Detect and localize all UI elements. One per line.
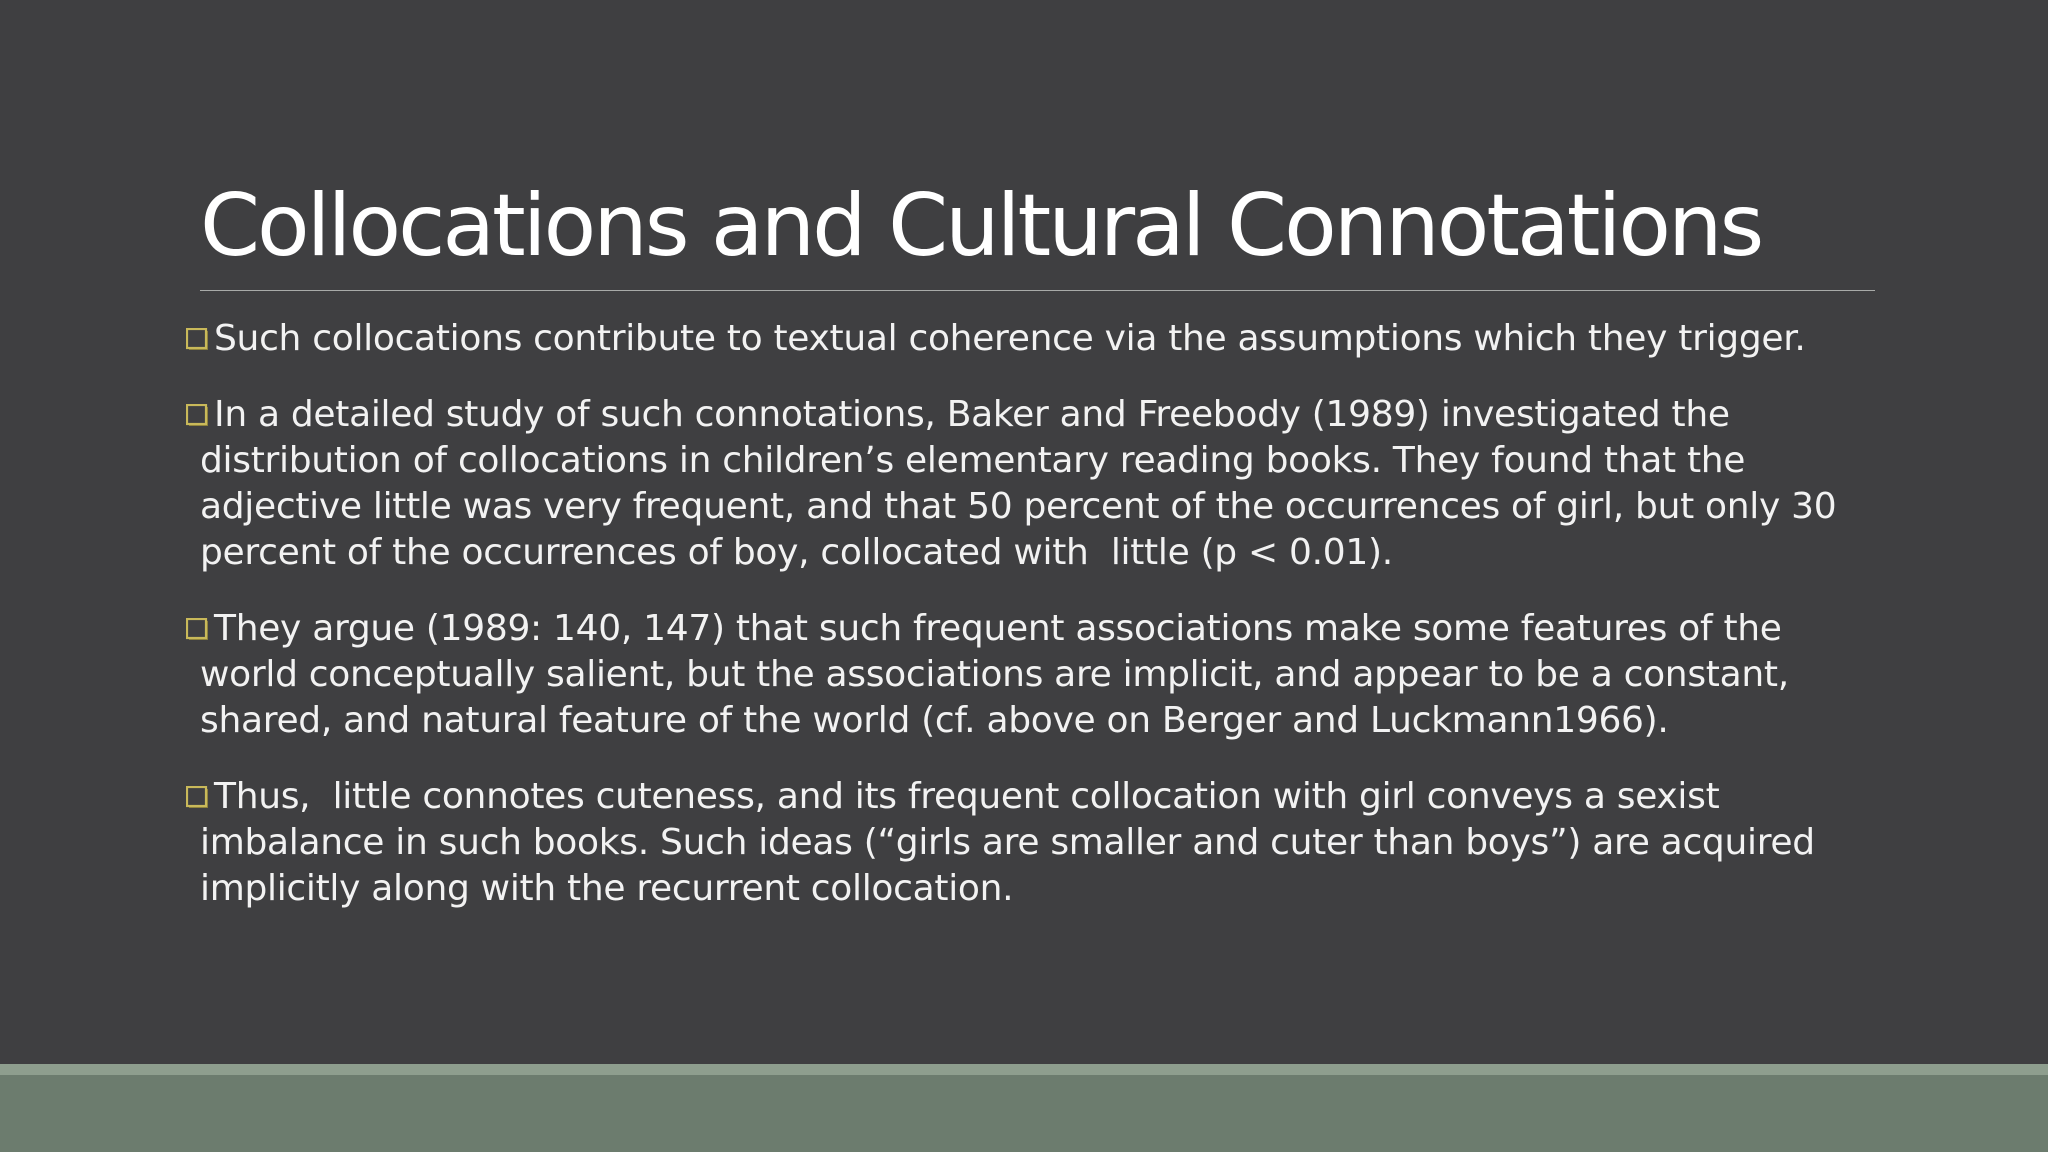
slide-title: Collocations and Cultural Connotations [200,176,1762,276]
hollow-square-bullet-icon [186,404,210,428]
title-divider [200,290,1875,291]
hollow-square-bullet-icon [186,786,210,810]
bullet-text: Such collocations contribute to textual coherence via the assumptions which they trigger. [214,318,1806,359]
footer-accent-strip [0,1064,2048,1075]
bullet-item [186,316,1886,362]
footer-band [0,1075,2048,1152]
bullet-text: They argue (1989: 140, 147) that such frequent associations make some features of the world conceptually salient, but the associations are implicit, and appear to be a constant, shared, and natural feature of the world (cf. above on Berger and Luckmann1966). [200,608,1800,741]
hollow-square-bullet-icon [186,618,210,642]
bullet-list [186,316,1886,942]
hollow-square-bullet-icon [186,328,210,352]
bullet-item [186,606,1886,744]
bullet-text: Thus, little connotes cuteness, and its frequent collocation with girl conveys a sexist imbalance in such books. Such ideas (“girls are smaller and cuter than boys”) are acquired implicitly along with the recurrent collocation. [200,776,1826,909]
bullet-text: In a detailed study of such connotations, Baker and Freebody (1989) investigated the distribution of collocations in children’s elementary reading books. They found that the adjective little was very frequent, and that 50 percent of the occurrences of girl, but only 30 percent of the occurrences of boy, collocated with little (p < 0.01). [200,394,1848,573]
bullet-item [186,774,1886,912]
bullet-item [186,392,1886,576]
